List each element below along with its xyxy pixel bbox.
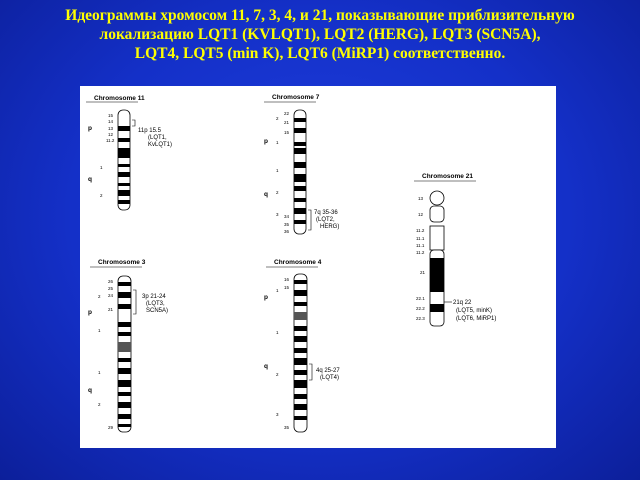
chr3-gene-label: SCN5A) <box>146 308 169 314</box>
title-line-2: локализацию LQT1 (KVLQT1), LQT2 (HERG), LQT3 (SCN5A), <box>99 26 541 43</box>
chr11-band: 12 <box>108 132 114 137</box>
chr11-gene-label: (LQT1, <box>148 135 167 141</box>
chr4-title: Chromosome 4 <box>274 259 322 266</box>
chr4-region: 1 <box>276 330 279 335</box>
chr7-band: 36 <box>284 229 290 234</box>
chr4-region: 1 <box>276 288 279 293</box>
chr21-band: 22.1 <box>416 296 425 301</box>
ideogram-panel <box>80 86 556 448</box>
chromosome-4 <box>264 259 340 432</box>
chr11-arm-q: q <box>88 176 92 183</box>
chr11-band: 11.2 <box>106 138 115 143</box>
chr11-gene-label: KvLQT1) <box>148 142 173 148</box>
chr3-body <box>118 276 131 432</box>
chr21-band: 11.2 <box>416 228 425 233</box>
chr3-gene-label: 3p 21-24 <box>142 294 166 300</box>
chr7-band: 34 <box>284 214 290 219</box>
chromosome-21 <box>414 173 496 326</box>
chr11-region-2: 2 <box>100 193 103 198</box>
chr4-gene-label: 4q 25-27 <box>316 368 340 374</box>
chr21-title: Chromosome 21 <box>422 173 473 180</box>
chromosome-3 <box>88 259 168 432</box>
chr11-gene-label: 11p 15.5 <box>138 128 161 134</box>
chr11-band: 15 <box>108 113 114 118</box>
chr4-arm-q: q <box>264 363 268 370</box>
chr21-band: 12 <box>418 212 424 217</box>
chr21-gene-label: 21q 22 <box>453 300 472 306</box>
chr3-region: 2 <box>98 294 101 299</box>
chr3-band: 24 <box>108 293 114 298</box>
chr4-band: 15 <box>284 285 290 290</box>
chr7-arm-q: q <box>264 191 268 198</box>
chr4-region: 2 <box>276 372 279 377</box>
chr3-band: 29 <box>108 425 114 430</box>
chr21-band: 22.3 <box>416 316 425 321</box>
chr7-region: 1 <box>276 168 279 173</box>
chr7-band: 15 <box>284 130 290 135</box>
chr21-gene-label: (LQT5, minK) <box>456 308 493 314</box>
chr3-band: 21 <box>108 307 114 312</box>
chr11-region-1: 1 <box>100 165 103 170</box>
chr21-gene-label: (LQT6, MiRP1) <box>456 316 497 322</box>
chr7-gene-label: HERG) <box>320 224 340 230</box>
chr21-band: 13 <box>418 196 424 201</box>
chr7-band: 21 <box>284 120 290 125</box>
chr7-title: Chromosome 7 <box>272 94 320 101</box>
chr3-title: Chromosome 3 <box>98 259 146 266</box>
chr7-region: 1 <box>276 140 279 145</box>
chr11-band: 14 <box>108 119 114 124</box>
chr3-region: 1 <box>98 370 101 375</box>
chr7-gene-label: (LQT2, <box>316 217 335 223</box>
chr3-arm-p: p <box>88 309 92 316</box>
chr4-region: 3 <box>276 412 279 417</box>
chr7-gene-label: 7q 35-36 <box>314 210 338 216</box>
chr3-band: 25 <box>108 286 114 291</box>
chr3-region: 2 <box>98 402 101 407</box>
chromosome-7 <box>264 94 339 234</box>
chr11-arm-p: p <box>88 125 92 132</box>
chr21-band: 11.2 <box>416 250 425 255</box>
chr3-arm-q: q <box>88 387 92 394</box>
chr3-band: 26 <box>108 279 114 284</box>
chr7-band: 35 <box>284 222 290 227</box>
title-line-1: Идеограммы хромосом 11, 7, 3, 4, и 21, показывающие приблизительную <box>65 7 575 24</box>
slide-title <box>0 6 640 63</box>
chr7-arm-p: p <box>264 138 268 145</box>
chr21-band: 11.1 <box>416 243 425 248</box>
chr7-band: 22 <box>284 111 290 116</box>
chr21-band: 21 <box>420 270 426 275</box>
chr4-band: 35 <box>284 425 290 430</box>
title-line-3: LQT4, LQT5 (min K), LQT6 (MiRP1) соответственно. <box>134 45 506 62</box>
chr3-region: 1 <box>98 328 101 333</box>
chr21-satellite <box>430 191 444 205</box>
chr3-gene-label: (LQT3, <box>146 301 165 307</box>
chr21-band: 22.2 <box>416 306 425 311</box>
chr7-region: 2 <box>276 116 279 121</box>
chr4-band: 16 <box>284 277 290 282</box>
chromosome-11 <box>86 95 172 210</box>
chr21-band: 11.1 <box>416 236 425 241</box>
chr4-arm-p: p <box>264 294 268 301</box>
chr7-region: 3 <box>276 212 279 217</box>
chr11-band: 13 <box>108 126 114 131</box>
chr4-gene-label: (LQT4) <box>320 375 340 381</box>
chr7-region: 2 <box>276 190 279 195</box>
chr11-title: Chromosome 11 <box>94 95 145 102</box>
ideogram-figure <box>80 86 556 448</box>
